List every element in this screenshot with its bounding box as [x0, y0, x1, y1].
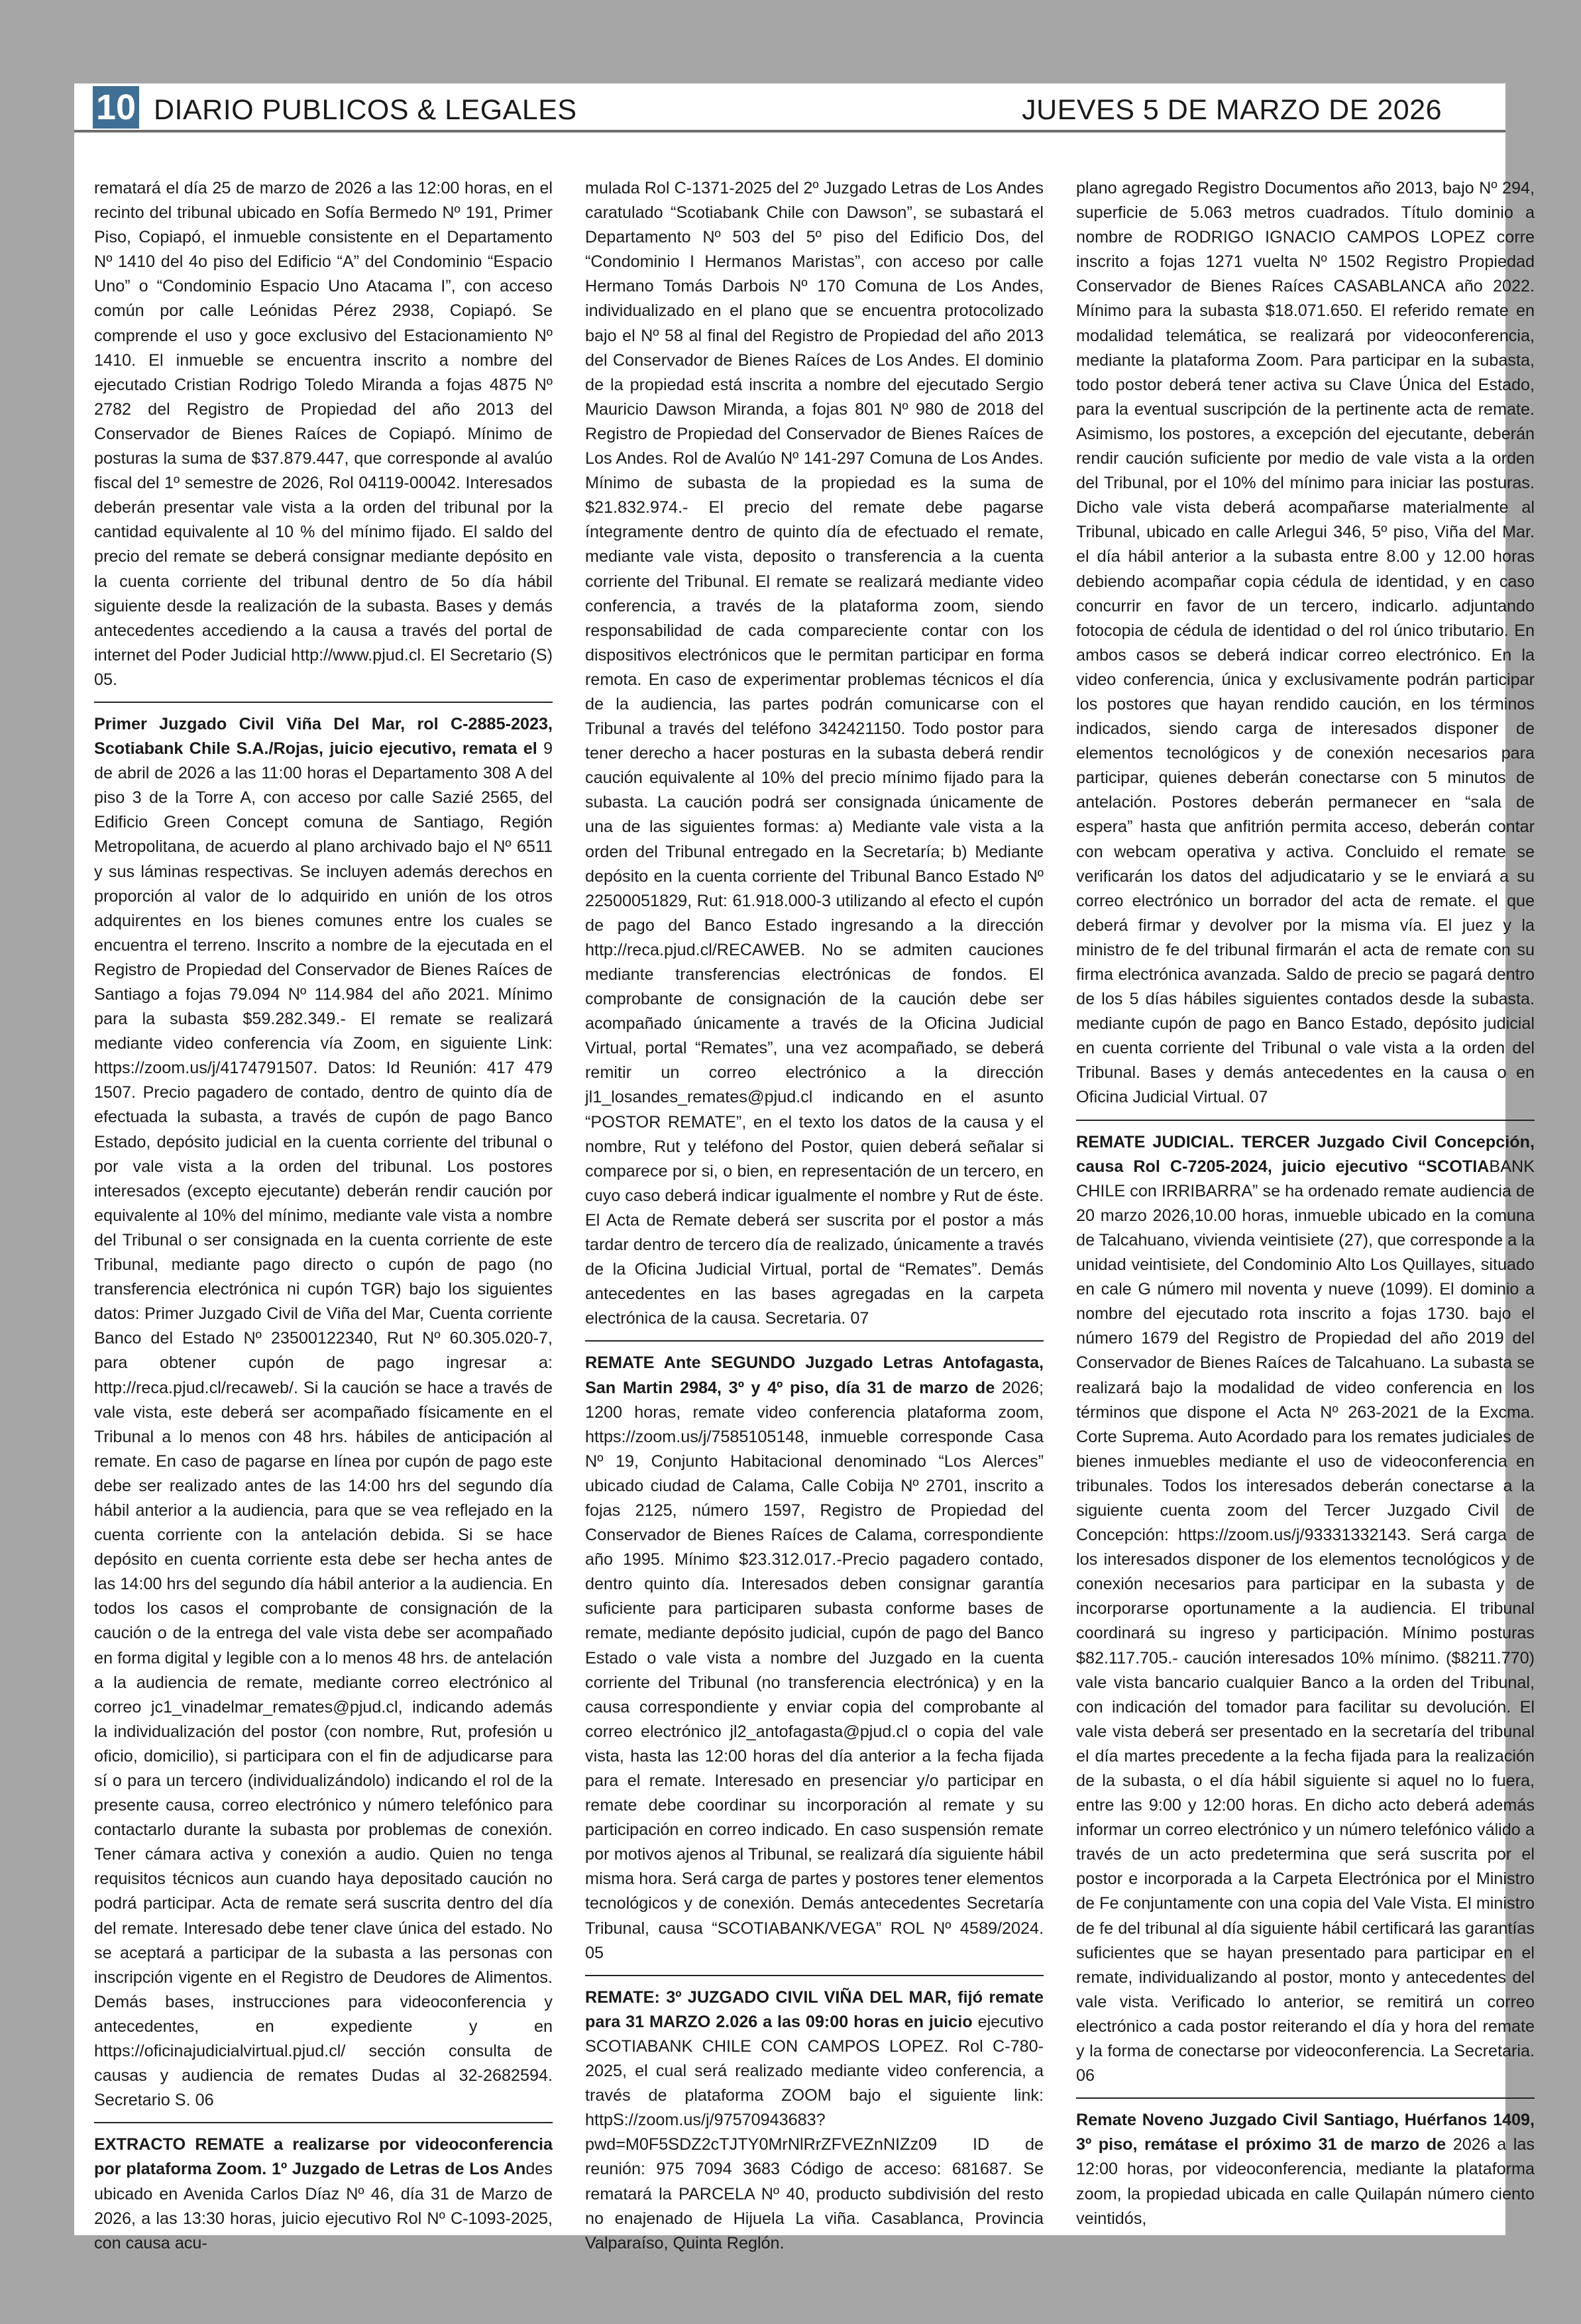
newspaper-page: [74, 83, 1535, 2252]
notice-body: 2026; 1200 horas, remate video conferencia plataforma zoom, https://zoom.us/j/7585105148, inmueble corresponde Casa Nº 19, Conjunto Habitacional denominado “Los Alerces” ubicado ciudad de Calama, Calle Cobija Nº 2701, inscrito a fojas 2125, número 1597, Registro de Propiedad del Conservador de Bienes Raíces de Calama, correspondiente año 1995. Mínimo $23.312.017.-Precio pagadero contado, dentro quinto día. Interesados deben consignar garantía suficiente para participaren subasta conforme bases de remate, mediante depósito judicial, cupón de pago del Banco Estado o vale vista a nombre del Juzgado en la cuenta corriente del Tribunal (no transferencia electrónica) y en la causa correspondiente y enviar copia del comprobante al correo electrónico jl2_antofagasta@pjud.cl o copia del vale vista, hasta las 12:00 horas del día anterior a la fecha fijada para el remate. Interesado en presenciar y/o participar en remate debe coordinar su incorporación al remate y su participación en correo indicado. En caso suspensión remate por motivos ajenos al Tribunal, se realizará día siguiente hábil misma hora. Será carga de partes y postores tener elementos tecnológicos y de conexión. Demás antecedentes Secretaría Tribunal, causa “SCOTIABANK/VEGA” ROL Nº 4589/2024. 05: [585, 1378, 1044, 1962]
column-2: [585, 176, 1044, 2265]
notice: [94, 702, 553, 2122]
publication-date: JUEVES 5 DE MARZO DE 2026: [1022, 94, 1442, 126]
notice: [585, 1975, 1044, 2265]
notice-lead: REMATE: 3º JUZGADO CIVIL VIÑA DEL MAR, fijó remate para 31 MARZO 2.026 a las 09:00 horas en juicio: [585, 1987, 1044, 2031]
notice-lead: REMATE JUDICIAL. TERCER Juzgado Civil Concepción, causa Rol C-7205-2024, juicio ejecutivo “SCOTIA: [1076, 1132, 1535, 1176]
notice-lead: Primer Juzgado Civil Viña Del Mar, rol C-2885-2023, Scotiabank Chile S.A./Rojas, juicio ejecutivo, remata el: [94, 714, 553, 759]
notice-body: BANK CHILE con IRRIBARRA” se ha ordenado remate audiencia de 20 marzo 2026,10.00 horas, inmueble ubicado en la comuna de Talcahuano, vivienda veintisiete (27), que corresponde a la unidad veintisiete, del Condominio Alto Los Quillayes, situado en cale G número mil noventa y nueve (1099). El dominio a nombre del ejecutado rota inscrito a fojas 1730. bajo el número 1679 del Registro de Propiedad del año 2019 del Conservador de Bienes Raíces de Talcahuano. La subasta se realizará bajo la modalidad de video conferencia en los términos que dispone el Acta Nº 263-2021 de la Excma. Corte Suprema. Auto Acordado para los remates judiciales de bienes inmuebles mediante el uso de videoconferencia en tribunales. Todos los interesados deberán conectarse a la siguiente cuenta zoom del Tercer Juzgado Civil de Concepción: https://zoom.us/j/93331332143. Será carga de los interesados disponer de los elementos tecnológicos y de conexión necesarios para participar en la subasta y de incorporarse oportunamente a la audiencia. El tribunal coordinará su ingreso y participación. Mínimo posturas $82.117.705.- caución interesados 10% mínimo. ($8211.770) vale vista bancario cualquier Banco a la orden del Tribunal, con indicación del tomador para facilitar su devolución. El vale vista deberá ser presentado en la secretaría del tribunal el día martes precedente a la fecha fijada para la realización de la subasta, o el día hábil siguiente si aquel no lo fuera, entre las 9:00 y 12:00 horas. En dicho acto deberá además informar un correo electrónico y un número telefónico válido a través de un acto predetermina que será suscrita por el postor e incorporada a la Carpeta Electrónica por el Ministro de Fe conjuntamente con una copia del Vale Vista. El ministro de fe del tribunal al día siguiente hábil certificará las garantías suficientes que se hayan presentado para participar en el remate, individualizando al postor, monto y antecedentes del vale vista. Verificado lo anterior, se remitirá un correo electrónico a cada postor reiterando el día y hora del remate y la forma de conectarse por videoconferencia. La Secretaria. 06: [1076, 1157, 1535, 2086]
notice: [94, 176, 553, 702]
notice: [94, 2122, 553, 2264]
notice-body: 2026 a las 12:00 horas, por videoconferencia, mediante la plataforma zoom, la propiedad ubicada en calle Quilapán número ciento veintidós,: [1076, 2135, 1535, 2228]
notice-lead: Remate Noveno Juzgado Civil Santiago, Huérfanos 1409, 3º piso, remátase el próximo 31 de marzo de: [1076, 2111, 1535, 2154]
notice: [585, 176, 1044, 1340]
notice-body: mulada Rol C-1371-2025 del 2º Juzgado Letras de Los Andes caratulado “Scotiabank Chile con Dawson”, se subastará el Departamento Nº 503 del 5º piso del Edificio Dos, del “Condominio I Hermanos Maristas”, con acceso por calle Hermano Tomás Darbois Nº 170 Comuna de Los Andes, individualizado en el plano que se encuentra protocolizado bajo el Nº 58 al final del Registro de Propiedad del año 2013 del Conservador de Bienes Raíces de Los Andes. El dominio de la propiedad está inscrita a nombre del ejecutado Sergio Mauricio Dawson Miranda, a fojas 801 Nº 980 de 2018 del Registro de Propiedad del Conservador de Bienes Raíces de Los Andes. Rol de Avalúo Nº 141-297 Comuna de Los Andes. Mínimo de subasta de la propiedad es la suma de $21.832.974.- El precio del remate debe pagarse íntegramente dentro de quinto día de efectuado el remate, mediante vale vista, deposito o transferencia a la cuenta corriente del Tribunal. El remate se realizará mediante video conferencia, a través de la plataforma zoom, siendo responsabilidad de cada compareciente contar con los dispositivos electrónicos que le permitan participar en forma remota. En caso de experimentar problemas técnicos el día de la audiencia, las partes podrán comunicarse con el Tribunal a través del teléfono 342421150. Todo postor para tener derecho a hacer posturas en la subasta deberá rendir caución equivalente al 10% del precio mínimo fijado para la subasta. La caución podrá ser consignada únicamente de una de las siguientes formas: a) Mediante vale vista a la orden del Tribunal entregado en la Secretaría; b) Mediante depósito en la cuenta corriente del Tribunal Banco Estado Nº 22500051829, Rut: 61.918.000-3 utilizando al efecto el cupón de pago del Banco Estado ingresando a la dirección http://reca.pjud.cl/RECAWEB. No se admiten cauciones mediante transferencias electrónicas de fondos. El comprobante de consignación de la caución debe ser acompañado únicamente a través de la Oficina Judicial Virtual, portal “Remates”, una vez acompañado, se deberá remitir un correo electrónico a la dirección jl1_losandes_remates@pjud.cl indicando en el asunto “POSTOR REMATE”, en el texto los datos de la causa y el nombre, Rut y teléfono del Postor, quien deberá señalar si comparece por si, o bien, en representación de un tercero, en cuyo caso deberá indicar igualmente el nombre y Rut de éste. El Acta de Remate deberá ser suscrita por el postor a más tardar dentro de tercero día de realizado, únicamente a través de la Oficina Judicial Virtual, portal de “Remates”. Demás antecedentes en las bases agregadas en la carpeta electrónica de la causa. Secretaria. 07: [585, 179, 1044, 1328]
notice-body: 9 de abril de 2026 a las 11:00 horas el Departamento 308 A del piso 3 de la Torre A, con acceso por calle Sazié 2565, del Edificio Green Concept comuna de Santiago, Región Metropolitana, de acuerdo al plano archivado bajo el Nº 6511 y sus láminas respectivas. Se incluyen además derechos en proporción al valor de lo adquirido en unión de los otros adquirentes en los bienes comunes entre los cuales se encuentra el terreno. Inscrito a nombre de la ejecutada en el Registro de Propiedad del Conservador de Bienes Raíces de Santiago a fojas 79.094 Nº 114.984 del año 2021. Mínimo para la subasta $59.282.349.- El remate se realizará mediante video conferencia vía Zoom, en siguiente Link: https://zoom.us/j/4174791507. Datos: Id Reunión: 417 479 1507. Precio pagadero de contado, dentro de quinto día de efectuada la subasta, a través de cupón de pago Banco Estado, depósito judicial en la cuenta corriente del tribunal o por vale vista a la orden del tribunal. Los postores interesados (excepto ejecutante) deberán rendir caución por equivalente al 10% del mínimo, mediante vale vista a nombre del Tribunal o ser consignada en la cuenta corriente de este Tribunal, mediante pago directo o cupón de pago (no transferencia electrónica ni cupón TGR) bajo los siguientes datos: Primer Juzgado Civil de Viña del Mar, Cuenta corriente Banco del Estado Nº 23500122340, Rut Nº 60.305.020-7, para obtener cupón de pago ingresar a: http://reca.pjud.cl/recaweb/. Si la caución se hace a través de vale vista, este deberá ser acompañado físicamente en el Tribunal a lo menos con 48 hrs. hábiles de anticipación al remate. En caso de pagarse en línea por cupón de pago este debe ser realizado antes de las 14:00 hrs del segundo día hábil anterior a la audiencia, para que se vea reflejado en la cuenta corriente con la antelación debida. Si se hace depósito en cuenta corriente esta debe ser hecha antes de las 14:00 hrs del segundo día hábil anterior a la audiencia. En todos los casos el comprobante de consignación de la caución o de la entrega del vale vista debe ser acompañado en forma digital y legible con a lo menos 48 hrs. de antelación a la audiencia de remate, mediante correo electrónico al correo jc1_vinadelmar_remates@pjud.cl, indicando además la individualización del postor (con nombre, Rut, profesión u oficio, domicilio), si participara con el fin de adjudicarse para sí o para un tercero (individualizándolo) indicando el rol de la presente causa, correo electrónico y número telefónico para contactarlo durante la subasta por problemas de conexión. Tener cámara activa y conexión a audio. Quien no tenga requisitos técnicos aun cuando haya depositado caución no podrá participar. Acta de remate será suscrita dentro del día del remate. Interesado debe tener clave única del estado. No se aceptará a participar de la subasta a las personas con inscripción vigente en el Registro de Deudores de Alimentos. Demás bases, instrucciones para videoconferencia y antecedentes, en expediente y en https://oficinajudicialvirtual.pjud.cl/ sección consulta de causas y audiencia de remates Dudas al 32-2682594. Secretario S. 06: [94, 739, 553, 2110]
page-header: [74, 83, 1505, 132]
notice: [1076, 176, 1535, 1120]
notice: [585, 1340, 1044, 1974]
notice-body: ejecutivo SCOTIABANK CHILE CON CAMPOS LOPEZ. Rol C-780-2025, el cual será realizado mediante video conferencia, a través de plataforma ZOOM bajo el siguiente link: httpS://zoom.us/j/97570943683?pwd=M0F5SDZ2cTJTY0MrNlRrZFVEZnNIZz09 ID de reunión: 975 7094 3683 Código de acceso: 681687. Se rematará la PARCELA Nº 40, producto subdivisión del resto no enajenado de Hijuela La viña. Casablanca, Provincia Valparaíso, Quinta Reglón.: [585, 2012, 1044, 2252]
notice-body: rematará el día 25 de marzo de 2026 a las 12:00 horas, en el recinto del tribunal ubicado en Sofía Bermedo Nº 191, Primer Piso, Copiapó, el inmueble consistente en el Departamento Nº 1410 del 4o piso del Edificio “A” del Condominio “Espacio Uno” o “Condominio Espacio Uno Atacama I”, con acceso común por calle Leónidas Pérez 2938, Copiapó. Se comprende el uso y goce exclusivo del Estacionamiento Nº 1410. El inmueble se encuentra inscrito a nombre del ejecutado Cristian Rodrigo Toledo Miranda a fojas 4875 Nº 2782 del Registro de Propiedad del año 2013 del Conservador de Bienes Raíces de Copiapó. Mínimo de posturas la suma de $37.879.447, que corresponde al avalúo fiscal del 1º semestre de 2026, Rol 04119-00042. Interesados deberán presentar vale vista a la orden del tribunal por la cantidad equivalente al 10 % del mínimo fijado. El saldo del precio del remate se deberá consignar mediante depósito en la cuenta corriente del tribunal dentro de 5o día hábil siguiente desde la realización de la subasta. Bases y demás antecedentes accediendo a la causa a través del portal de internet del Poder Judicial http://www.pjud.cl. El Secretario (S) 05.: [94, 179, 553, 689]
notice-body: des ubicado en Avenida Carlos Díaz Nº 46, día 31 de Marzo de 2026, a las 13:30 horas, juicio ejecutivo Rol Nº C-1093-2025, con causa acu-: [94, 2160, 553, 2252]
publication-name: DIARIO PUBLICOS & LEGALES: [154, 94, 577, 126]
notice-lead: EXTRACTO REMATE a realizarse por videoconferencia por plataforma Zoom. 1º Juzgado de Letras de Los An: [94, 2135, 553, 2179]
notice: [1076, 1120, 1535, 2098]
notice-lead: REMATE Ante SEGUNDO Juzgado Letras Antofagasta, San Martin 2984, 3º y 4º piso, día 31 de marzo de: [585, 1353, 1044, 1397]
column-3: [1076, 176, 1535, 2241]
page-number: 10: [93, 86, 139, 129]
notice: [1076, 2097, 1535, 2240]
notice-body: plano agregado Registro Documentos año 2013, bajo Nº 294, superficie de 5.063 metros cuadrados. Título dominio a nombre de RODRIGO IGNACIO CAMPOS LOPEZ corre inscrito a fojas 1271 vuelta Nº 1502 Registro Propiedad Conservador de Bienes Raíces CASABLANCA año 2022. Mínimo para la subasta $18.071.650. El referido remate en modalidad telemática, se realizará por videoconferencia, mediante la plataforma Zoom. Para participar en la subasta, todo postor deberá tener activa su Clave Única del Estado, para la eventual suscripción de la pertinente acta de remate. Asimismo, los postores, a excepción del ejecutante, deberán rendir caución suficiente por medio de vale vista a la orden del Tribunal, por el 10% del mínimo para iniciar las posturas. Dicho vale vista deberá acompañarse materialmente al Tribunal, ubicado en calle Arlegui 346, 5º piso, Viña del Mar. el día hábil anterior a la subasta entre 8.00 y 12.00 horas debiendo acompañar copia cédula de identidad, y en caso concurrir en favor de un tercero, indicarlo. adjuntando fotocopia de cédula de identidad o del rol único tributario. En ambos casos se deberá indicar correo electrónico. En la video conferencia, única y exclusivamente podrán participar los postores que hayan rendido caución, en los términos indicados, siendo carga de interesados disponer de elementos tecnológicos y de conexión necesarios para participar, quienes deberán conectarse con 5 minutos de antelación. Postores deberán permanecer en “sala de espera” hasta que anfitrión permita acceso, deberán contar con webcam operativa y activa. Concluido el remate se verificarán los datos del adjudicatario y se le enviará a su correo electrónico un borrador del acta de remate. el que deberá firmar y devolver por la misma vía. El juez y la ministro de fe del tribunal firmarán el acta de remate con su firma electrónica avanzada. Saldo de precio se pagará dentro de los 5 días hábiles siguientes contados desde la subasta. mediante cupón de pago en Banco Estado, depósito judicial en cuenta corriente del Tribunal o vale vista a la orden del Tribunal. Bases y demás antecedentes en la causa o en Oficina Judicial Virtual. 07: [1076, 179, 1535, 1107]
column-1: [94, 176, 553, 2265]
